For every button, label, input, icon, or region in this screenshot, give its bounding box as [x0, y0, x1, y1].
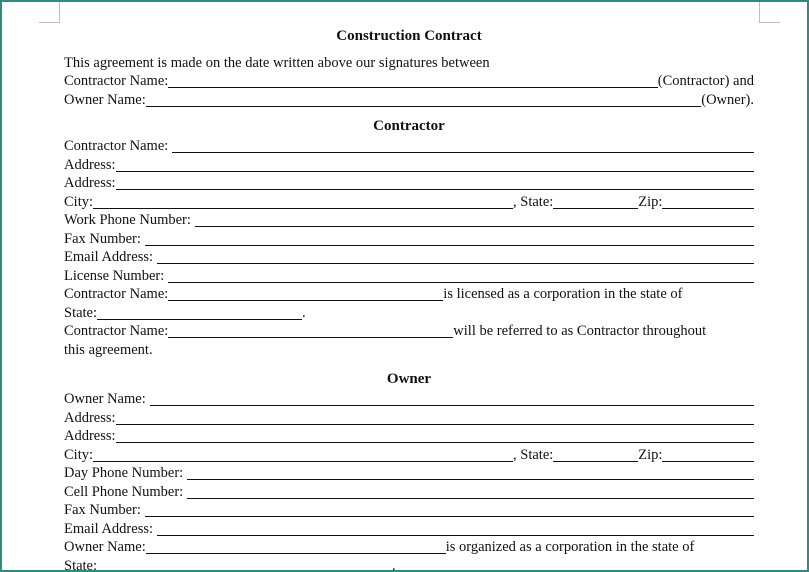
- crop-mark-top-right: [759, 2, 780, 23]
- contractor-city-line: [64, 192, 754, 211]
- owner-address-label-1: Address:: [64, 409, 116, 426]
- intro-text: This agreement is made on the date written above our signatures between: [64, 54, 490, 71]
- contractor-state-only-line: [64, 303, 754, 322]
- owner-name-field[interactable]: [150, 391, 754, 406]
- owner-name-label: Owner Name:: [64, 391, 146, 407]
- owner-day-phone-field[interactable]: [187, 465, 754, 480]
- contractor-address-field-2[interactable]: [116, 175, 754, 190]
- intro-owner-label: Owner Name:: [64, 91, 146, 108]
- owner-zip-label: Zip:: [638, 446, 663, 463]
- owner-day-phone-line: [64, 464, 754, 483]
- owner-zip-field[interactable]: [662, 447, 754, 462]
- contractor-work-phone-line: [64, 211, 754, 230]
- contractor-license-label: License Number:: [64, 267, 165, 284]
- owner-state-field[interactable]: [553, 447, 638, 462]
- intro-line: [64, 53, 754, 72]
- owner-email-label: Email Address:: [64, 520, 154, 537]
- contractor-license-line: [64, 266, 754, 285]
- contractor-email-line: [64, 248, 754, 267]
- contractor-fax-label: Fax Number:: [64, 230, 141, 247]
- owner-state-only-field[interactable]: [97, 558, 392, 572]
- contractor-name-label: Contractor Name:: [64, 138, 169, 154]
- owner-organized-name-field[interactable]: [146, 539, 446, 554]
- owner-address-line-2: [64, 427, 754, 446]
- contractor-state-field[interactable]: [553, 194, 638, 209]
- contractor-zip-field[interactable]: [662, 194, 754, 209]
- owner-name-line: [64, 390, 754, 409]
- contractor-licensed-line: [64, 285, 754, 304]
- contractor-work-phone-field[interactable]: [195, 212, 754, 227]
- intro-owner-suffix: (Owner).: [701, 91, 754, 108]
- contractor-email-label: Email Address:: [64, 249, 154, 265]
- owner-city-field[interactable]: [93, 447, 513, 462]
- contractor-city-label: City:: [64, 193, 94, 210]
- contractor-address-label-1: Address:: [64, 156, 116, 173]
- contractor-state-period: .: [302, 304, 306, 321]
- intro-owner-line: [64, 90, 754, 109]
- contractor-licensed-name-label: Contractor Name:: [64, 286, 169, 302]
- owner-address-line-1: [64, 408, 754, 427]
- intro-owner-name-field[interactable]: [146, 92, 702, 107]
- owner-address-field-1[interactable]: [116, 410, 754, 425]
- owner-state-only-line: [64, 556, 754, 572]
- contractor-state-only-label: State:: [64, 304, 98, 321]
- owner-organized-line: [64, 538, 754, 557]
- contractor-address-line-1: [64, 155, 754, 174]
- owner-state-period: .: [392, 557, 396, 572]
- intro-contractor-label: Contractor Name:: [64, 73, 169, 89]
- owner-fax-field[interactable]: [145, 502, 754, 517]
- intro-contractor-suffix: (Contractor) and: [657, 73, 754, 89]
- document-title: Construction Contract: [336, 28, 482, 44]
- owner-organized-text: is organized as a corporation in the state of: [445, 539, 695, 555]
- owner-fax-label: Fax Number:: [64, 502, 141, 518]
- owner-state-only-label: State:: [64, 557, 98, 572]
- owner-cell-phone-label: Cell Phone Number:: [64, 483, 184, 500]
- owner-email-line: [64, 519, 754, 538]
- contractor-heading: Contractor: [373, 117, 445, 134]
- owner-organized-name-label: Owner Name:: [64, 539, 146, 555]
- contractor-state-label: , State:: [513, 193, 554, 210]
- contractor-state-only-field[interactable]: [97, 305, 302, 320]
- contractor-zip-label: Zip:: [638, 193, 663, 210]
- owner-address-label-2: Address:: [64, 428, 116, 444]
- contractor-fax-line: [64, 229, 754, 248]
- intro-contractor-line: [64, 72, 754, 91]
- owner-cell-phone-line: [64, 482, 754, 501]
- owner-day-phone-label: Day Phone Number:: [64, 465, 184, 481]
- contractor-licensed-name-field[interactable]: [168, 286, 443, 301]
- contractor-address-label-2: Address:: [64, 175, 116, 191]
- contractor-referred-name-field[interactable]: [168, 323, 453, 338]
- contractor-licensed-text: is licensed as a corporation in the state of: [443, 286, 683, 302]
- owner-city-line: [64, 445, 754, 464]
- owner-email-field[interactable]: [157, 521, 754, 536]
- owner-address-field-2[interactable]: [116, 428, 754, 443]
- contractor-fax-field[interactable]: [145, 231, 754, 246]
- contractor-agreement-text: this agreement.: [64, 341, 153, 358]
- intro-contractor-name-field[interactable]: [168, 73, 657, 88]
- contractor-referred-text: will be referred to as Contractor throughout: [453, 323, 707, 339]
- owner-state-label: , State:: [513, 446, 554, 463]
- contractor-address-line-2: [64, 174, 754, 193]
- contractor-city-field[interactable]: [93, 194, 513, 209]
- owner-cell-phone-field[interactable]: [187, 484, 754, 499]
- crop-mark-top-left: [39, 2, 60, 23]
- contractor-agreement-line: [64, 340, 754, 359]
- contractor-name-line: [64, 137, 754, 156]
- owner-city-label: City:: [64, 446, 94, 463]
- contractor-email-field[interactable]: [157, 249, 754, 264]
- contractor-referred-line: [64, 322, 754, 341]
- owner-heading: Owner: [386, 370, 432, 387]
- contractor-referred-name-label: Contractor Name:: [64, 323, 169, 339]
- contractor-license-field[interactable]: [168, 268, 754, 283]
- owner-fax-line: [64, 501, 754, 520]
- contractor-address-field-1[interactable]: [116, 157, 754, 172]
- contract-document: [64, 26, 754, 572]
- contractor-work-phone-label: Work Phone Number:: [64, 212, 191, 228]
- contractor-name-field[interactable]: [172, 138, 754, 153]
